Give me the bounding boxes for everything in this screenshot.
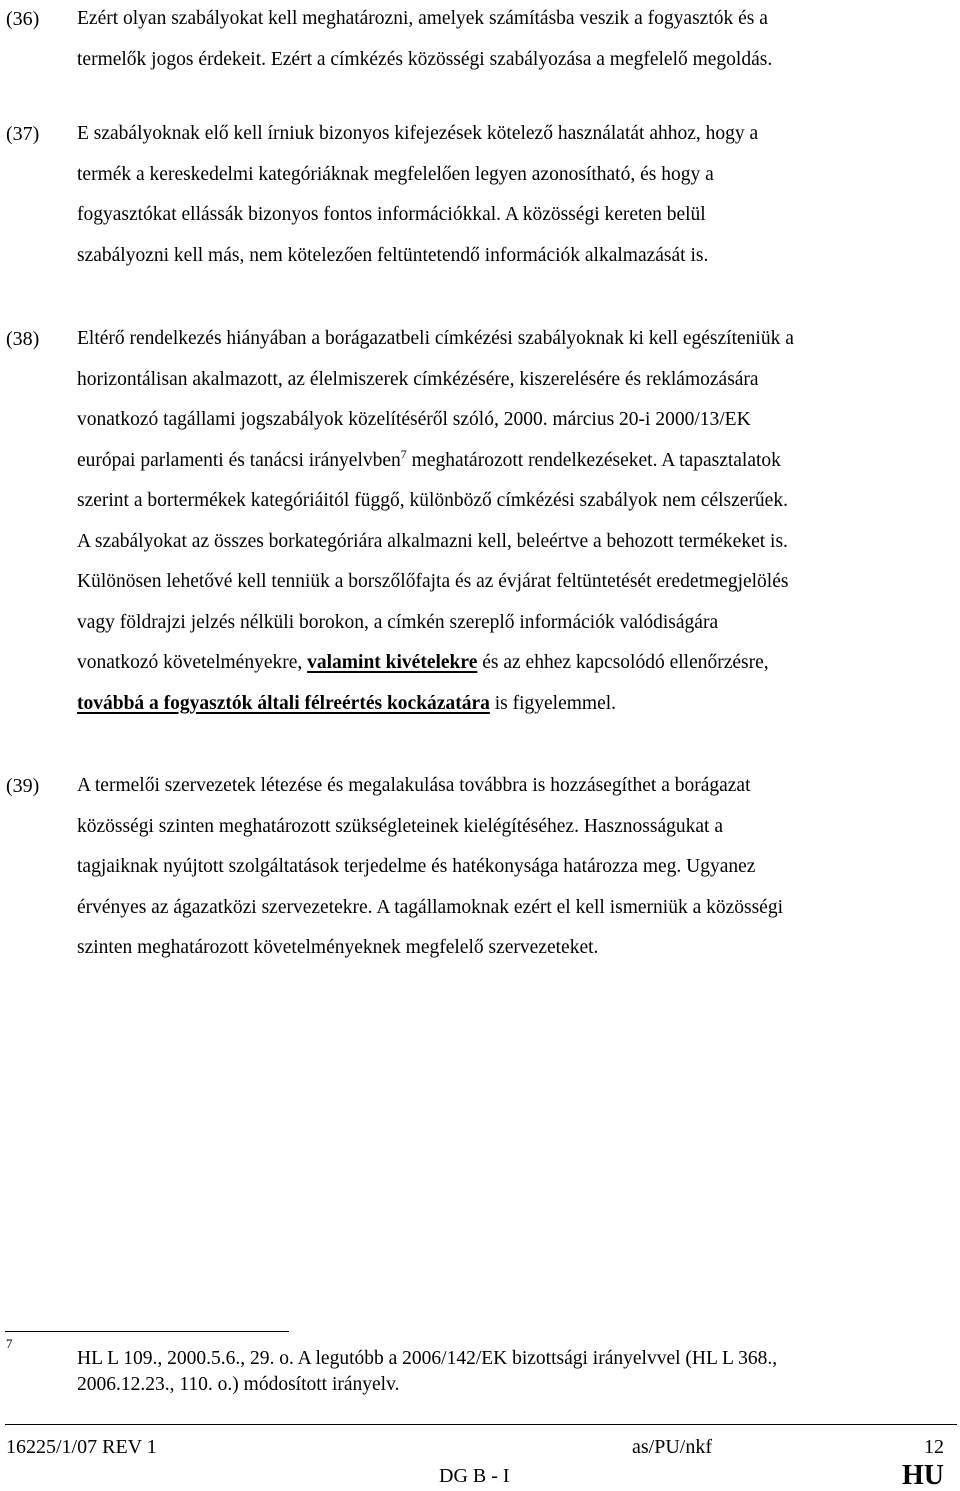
text-line: vagy földrajzi jelzés nélküli borokon, a címkén szereplő információk valódiságára bbox=[77, 611, 719, 633]
paragraph-number: (36) bbox=[6, 8, 40, 30]
text-line: érvényes az ágazatközi szervezetekre. A tagállamoknak ezért el kell ismerniük a közösségi bbox=[77, 896, 784, 918]
text-line: fogyasztókat ellássák bizonyos fontos információkkal. A közösségi kereten belül bbox=[77, 204, 706, 225]
text-segment: is figyelemmel. bbox=[489, 692, 617, 714]
text-line: termelők jogos érdekeit. Ezért a címkézés közösségi szabályozása a megfelelő megoldás. bbox=[77, 48, 773, 70]
text-line: vonatkozó tagállami jogszabályok közelítéséről szóló, 2000. március 20-i 2000/13/EK bbox=[77, 409, 751, 430]
text-line: E szabályoknak elő kell írniuk bizonyos kifejezések kötelező használatát ahhoz, hogy a bbox=[77, 123, 759, 144]
paragraph-39 bbox=[0, 766, 960, 969]
text-segment: meghatározott rendelkezéseket. A tapasztalatok bbox=[406, 449, 781, 471]
text-segment: vonatkozó követelményekre, bbox=[77, 652, 308, 673]
text-line: szerint a bortermékek kategóriáitól függő, különböző címkézési szabályok nem célszerűek. bbox=[77, 490, 788, 511]
paragraph-number: (39) bbox=[6, 775, 40, 797]
text-line: horizontálisan akalmazott, az élelmiszerek címkézésére, kiszerelésére és reklámozására bbox=[77, 368, 759, 390]
paragraph-text bbox=[77, 766, 947, 969]
paragraph-37 bbox=[0, 114, 960, 276]
text-line: A termelői szervezetek létezése és megalakulása továbbra is hozzásegíthet a borágazat bbox=[77, 775, 751, 796]
text-line: termék a kereskedelmi kategóriáknak megfelelően legyen azonosítható, és hogy a bbox=[77, 163, 714, 185]
text-line: Eltérő rendelkezés hiányában a borágazatbeli címkézési szabályoknak ki kell egészíteniük a bbox=[77, 328, 794, 349]
text-line: tagjaiknak nyújtott szolgáltatások terjedelme és hatékonysága határozza meg. Ugyanez bbox=[77, 856, 756, 877]
text-line: Különösen lehetővé kell tenniük a borszőlőfajta és az évjárat feltüntetését eredetmegjelölés bbox=[77, 571, 789, 592]
footnote-mark: 7 bbox=[6, 1336, 13, 1351]
text-line: A szabályokat az összes borkategóriára alkalmazni kell, beleértve a behozott termékeket is. bbox=[77, 530, 788, 552]
footnote-separator bbox=[5, 1331, 289, 1332]
text-line: szabályozni kell más, nem kötelezően feltüntetendő információk alkalmazását is. bbox=[77, 244, 709, 266]
footer-initials: as/PU/nkf bbox=[632, 1436, 712, 1458]
text-line-with-amendment bbox=[77, 684, 947, 725]
text-segment: és az ehhez kapcsolódó ellenőrzésre, bbox=[477, 652, 769, 673]
footnote-text bbox=[77, 1346, 777, 1398]
footer-language: HU bbox=[902, 1460, 944, 1491]
paragraph-text bbox=[77, 0, 947, 80]
text-line-with-amendment bbox=[77, 643, 947, 684]
footer-separator bbox=[5, 1424, 957, 1425]
text-segment: európai parlamenti és tanácsi irányelvben bbox=[77, 449, 401, 471]
paragraph-number: (37) bbox=[6, 123, 40, 145]
paragraph-38 bbox=[0, 319, 960, 724]
footnote-line: HL L 109., 2000.5.6., 29. o. A legutóbb a 2006/142/EK bizottsági irányelvvel (HL L 368., bbox=[77, 1348, 778, 1369]
footer-page-number: 12 bbox=[924, 1436, 944, 1458]
text-line-with-footnote-ref bbox=[77, 441, 947, 482]
footnote-reference[interactable]: 7 bbox=[400, 446, 407, 461]
amended-text: továbbá a fogyasztók általi félreértés kockázatára bbox=[77, 692, 490, 714]
paragraph-text bbox=[77, 319, 947, 724]
text-line: Ezért olyan szabályokat kell meghatározni, amelyek számításba veszik a fogyasztók és a bbox=[77, 8, 768, 29]
footer-doc-ref: 16225/1/07 REV 1 bbox=[6, 1436, 157, 1458]
paragraph-number: (38) bbox=[6, 328, 40, 350]
paragraph-36 bbox=[0, 0, 960, 80]
footnote-line: 2006.12.23., 110. o.) módosított irányelv. bbox=[77, 1374, 400, 1395]
text-line: szinten meghatározott követelményeknek megfelelő szervezeteket. bbox=[77, 937, 599, 958]
text-line: közösségi szinten meghatározott szükségleteinek kielégítéséhez. Hasznosságukat a bbox=[77, 815, 723, 837]
paragraph-text bbox=[77, 114, 947, 276]
footer-dg: DG B - I bbox=[439, 1465, 510, 1487]
amended-text: valamint kivételekre bbox=[307, 652, 478, 673]
